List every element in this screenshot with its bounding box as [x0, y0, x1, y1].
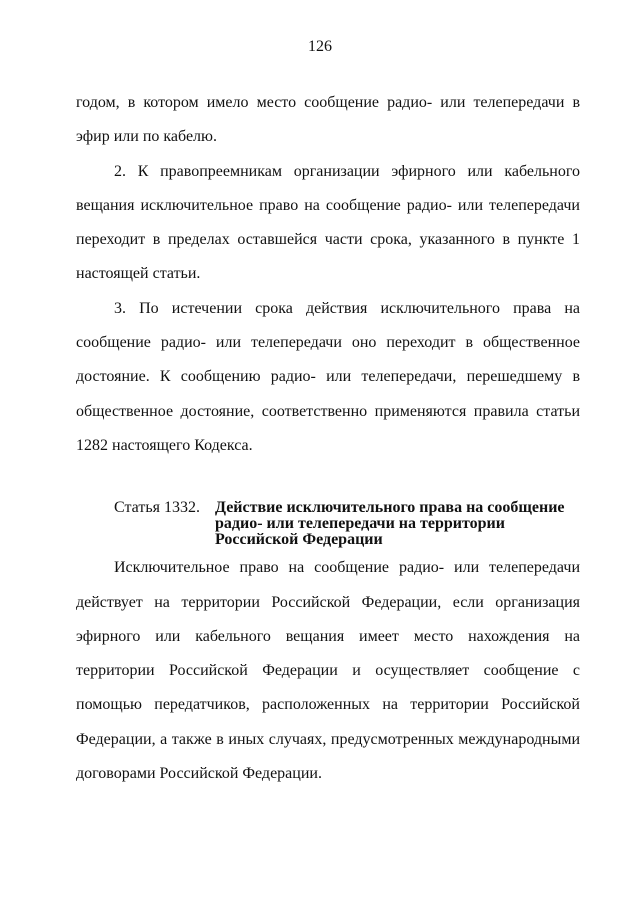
paragraph-continuation: годом, в котором имело место сообщение радио- или телепередачи в эфир или по кабелю.: [76, 94, 580, 146]
document-body: [76, 86, 580, 791]
paragraph-clause-2: 2. К правопреемникам организации эфирного или кабельного вещания исключительное право на сообщение радио- или телепередачи переходит в пределах оставшейся части срока, указанного в пункте 1 настоящей статьи.: [76, 162, 580, 283]
article-body: Исключительное право на сообщение радио- или телепередачи действует на территории Российской Федерации, если организация эфирного или кабельного вещания имеет место нахождения на территории Российской Федерации и осуществляет сообщение с помощью передатчиков, расположенных на территории Российской Федерации, а также в иных случаях, предусмотренных международными договорами Российской Федерации.: [76, 559, 580, 783]
article-heading: [76, 499, 580, 548]
article-title: Действие исключительного права на сообщение радио- или телепередачи на территории Российской Федерации: [215, 499, 565, 549]
article-number: Статья 1332.: [114, 499, 200, 517]
page-number: 126: [308, 38, 332, 55]
paragraph-clause-3: 3. По истечении срока действия исключительного права на сообщение радио- или телепередачи оно переходит в общественное достояние. К сообщению радио- или телепередачи, перешедшему в общественное достояние, соответственно применяются правила статьи 1282 настоящего Кодекса.: [76, 299, 580, 454]
